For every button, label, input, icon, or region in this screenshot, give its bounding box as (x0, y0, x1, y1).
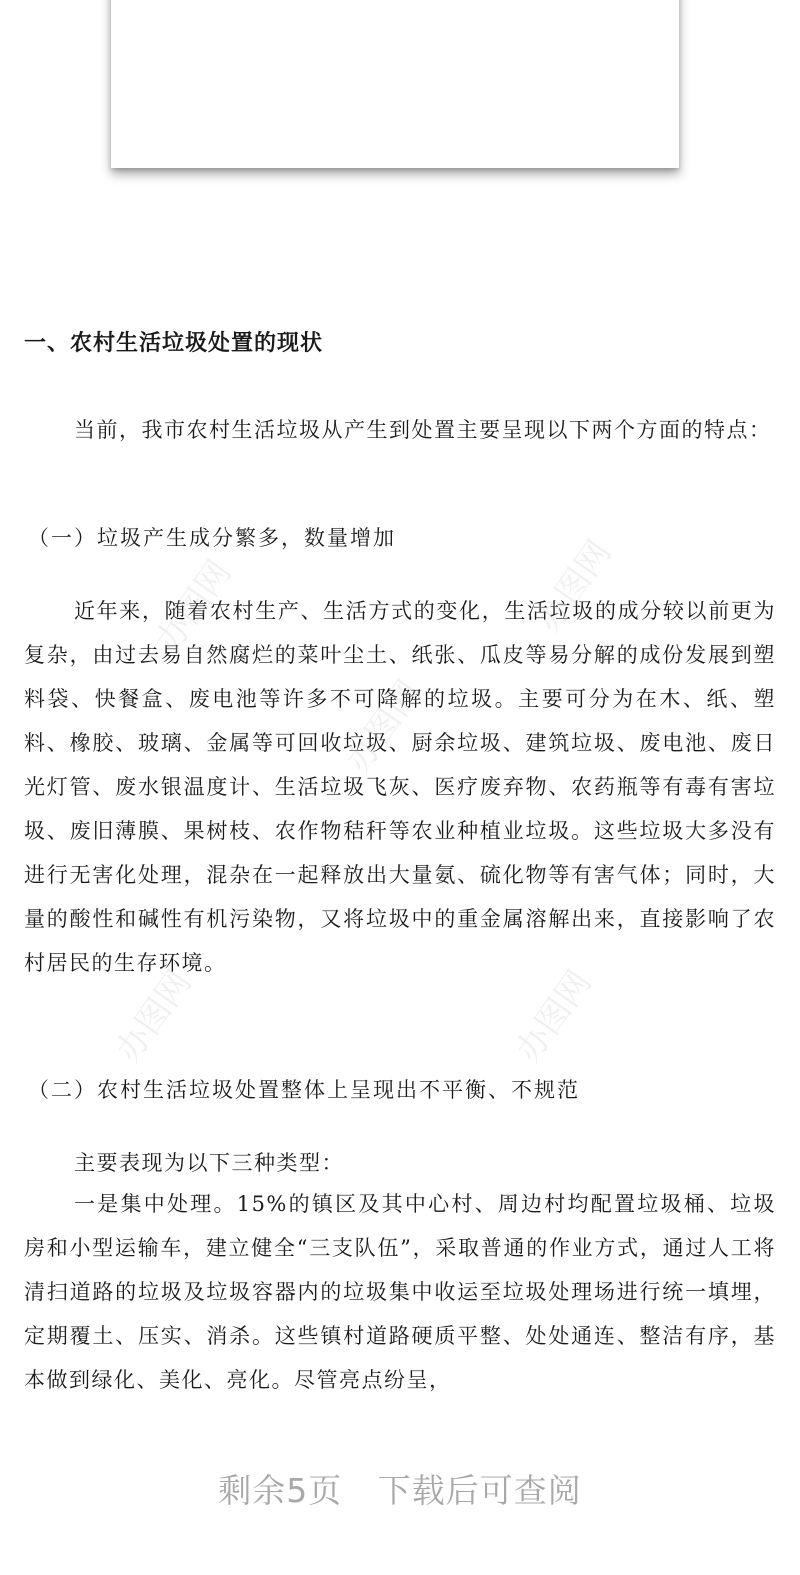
subheading-1: （一）垃圾产生成分繁多，数量增加 (28, 526, 396, 550)
download-to-view-label[interactable]: 下载后可查阅 (377, 1471, 582, 1510)
paragraph-1: 近年来，随着农村生产、生活方式的变化，生活垃圾的成分较以前更为复杂，由过去易自然腐烂的菜叶尘土、纸张、瓜皮等易分解的成份发展到塑料袋、快餐盒、废电池等许多不可降解的垃圾。主要可分为在木、纸、塑料、橡胶、玻璃、金属等可回收垃圾、厨余垃圾、建筑垃圾、废电池、废日光灯管、废水银温度计、生活垃圾飞灰、医疗废弃物、农药瓶等有毒有害垃圾、废旧薄膜、果树枝、农作物秸秆等农业种植业垃圾。这些垃圾大多没有进行无害化处理，混杂在一起释放出大量氨、硫化物等有害气体；同时，大量的酸性和碱性有机污染物，又将垃圾中的重金属溶解出来，直接影响了农村居民的生存环境。 (24, 599, 776, 975)
paragraph-2: 一是集中处理。15%的镇区及其中心村、周边村均配置垃圾桶、垃圾房和小型运输车，建立健全“三支队伍”，采取普通的作业方式，通过人工将清扫道路的垃圾及垃圾容器内的垃圾集中收运至垃圾处理场进行统一填埋，定期覆土、压实、消杀。这些镇村道路硬质平整、处处通连、整洁有序，基本做到绿化、美化、亮化。尽管亮点纷呈， (24, 1192, 776, 1392)
paragraph-2-intro: 主要表现为以下三种类型： (74, 1151, 344, 1175)
subheading-2: （二）农村生活垃圾处置整体上呈现出不平衡、不规范 (28, 1078, 580, 1102)
section-intro-block (24, 408, 776, 452)
paragraph-block-2 (24, 1144, 776, 1402)
download-prompt[interactable] (0, 1465, 800, 1512)
preview-card (111, 0, 679, 168)
section-heading: 一、农村生活垃圾处置的现状 (24, 331, 324, 356)
watermark: 办图网 (148, 553, 240, 660)
remaining-pages-label[interactable]: 剩余5页 (218, 1471, 343, 1510)
paragraph-block-1 (24, 589, 776, 985)
section-intro: 当前，我市农村生活垃圾从产生到处置主要呈现以下两个方面的特点： (74, 418, 772, 442)
watermark: 办图网 (108, 963, 200, 1070)
watermark: 办图网 (508, 963, 600, 1070)
watermark: 办图网 (528, 533, 620, 640)
watermark: 办图网 (338, 673, 430, 780)
